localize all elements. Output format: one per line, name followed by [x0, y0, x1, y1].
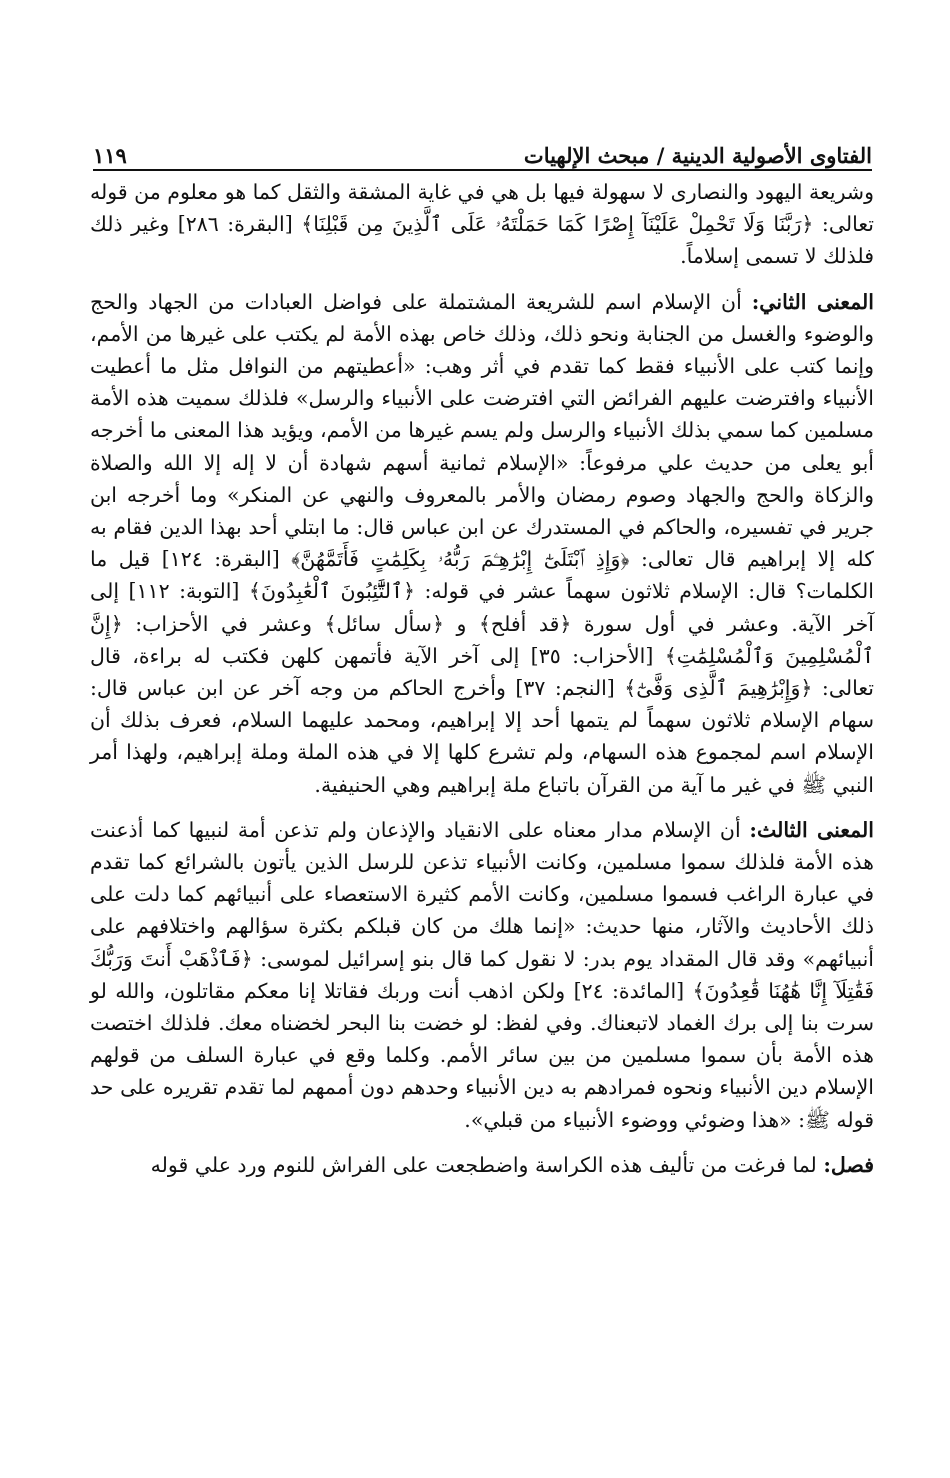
paragraph-4-heading: فصل: [823, 1152, 874, 1177]
paragraph-3-heading: المعنى الثالث: [749, 817, 874, 842]
paragraph-4 [90, 1149, 874, 1181]
paragraph-spacer [90, 273, 874, 286]
running-title: الفتاوى الأصولية الدينية / مبحث الإلهيات [523, 143, 872, 168]
paragraph-1-text: وشريعة اليهود والنصارى لا سهولة فيها بل هي في غاية المشقة والثقل كما هو معلوم من قوله تعالى: ﴿رَبَّنَا وَلَا تَحْمِلْ عَلَيْنَآ إِصْرًا كَمَا حَمَلْتَهُۥ عَلَى ٱلَّذِينَ مِن قَبْلِنَا﴾ [البقرة: ٢٨٦] وغير ذلك فلذلك لا تسمى إسلاماً. [90, 180, 874, 269]
page-number: ١١٩ [93, 143, 127, 168]
paragraph-3-text: أن الإسلام مدار معناه على الانقياد والإذعان ولم تذعن أمة لنبيها كما أذعنت هذه الأمة فلذلك سموا مسلمين، وكانت الأنبياء تذعن للرسل الذين يأتون بالشرائع كما تقدم في عبارة الراغب فسموا مسلمين، وكانت الأمم كثيرة الاستعصاء على أنبيائهم كما دلت على ذلك الأحاديث والآثار، منها حديث: «إنما هلك من كان قبلكم بكثرة سؤالهم واختلافهم على أنبيائهم» وقد قال المقداد يوم بدر: لا نقول كما قال بنو إسرائيل لموسى: ﴿فَٱذْهَبْ أَنتَ وَرَبُّكَ فَقَٰتِلَآ إِنَّا هَٰهُنَا قَٰعِدُونَ﴾ [المائدة: ٢٤] ولكن اذهب أنت وربك فقاتلا إنا معكم مقاتلون، والله لو سرت بنا إلى برك الغماد لاتبعناك. وفي لفظ: لو خضت بنا البحر لخضناه معك. فلذلك اختصت هذه الأمة بأن سموا مسلمين من بين سائر الأمم. وكلما وقع في عبارة السلف من قولهم الإسلام دين الأنبياء ونحوه فمرادهم به دين الأنبياء وحدهم دون أممهم لما تقدم تقريره على حد قوله ﷺ: «هذا وضوئي ووضوء الأنبياء من قبلي». [90, 817, 874, 1132]
paragraph-3 [90, 814, 874, 1136]
paragraph-spacer [90, 801, 874, 814]
paragraph-4-text: لما فرغت من تأليف هذه الكراسة واضطجعت على الفراش للنوم ورد علي قوله [150, 1152, 817, 1177]
header-rule [93, 169, 872, 171]
page-body [90, 176, 874, 1181]
paragraph-2-heading: المعنى الثاني: [751, 289, 874, 314]
paragraph-2 [90, 286, 874, 801]
paragraph-spacer [90, 1136, 874, 1149]
paragraph-1 [90, 176, 874, 273]
paragraph-2-text: أن الإسلام اسم للشريعة المشتملة على فواضل العبادات من الجهاد والحج والوضوء والغسل من الجنابة ونحو ذلك، وذلك خاص بهذه الأمة لم يكتب على غيرها من الأمم، وإنما كتب على الأنبياء فقط كما تقدم في أثر وهب: «أعطيتهم من النوافل مثل ما أعطيت الأنبياء وافترضت عليهم الفرائض التي افترضت على الأنبياء والرسل» فلذلك سميت هذه الأمة مسلمين كما سمي بذلك الأنبياء والرسل ولم يسم غيرها من الأمم، ويؤيد هذا المعنى ما أخرجه أبو يعلى من حديث علي مرفوعاً: «الإسلام ثمانية أسهم شهادة أن لا إله إلا الله والصلاة والزكاة والحج والجهاد وصوم رمضان والأمر بالمعروف والنهي عن المنكر» وما أخرجه ابن جرير في تفسيره، والحاكم في المستدرك عن ابن عباس قال: ما ابتلي أحد بهذا الدين فقام به كله إلا إبراهيم قال تعالى: ﴿وَإِذِ ٱبْتَلَىٰٓ إِبْرَٰهِـۧمَ رَبُّهُۥ بِكَلِمَٰتٍ فَأَتَمَّهُنَّ﴾ [البقرة: ١٢٤] قيل ما الكلمات؟ قال: الإسلام ثلاثون سهماً عشر في قوله: ﴿ٱلتَّٰٓئِبُونَ ٱلْعَٰبِدُونَ﴾ [التوبة: ١١٢] إلى آخر الآية. وعشر في أول سورة ﴿قد أفلح﴾ و ﴿سأل سائل﴾ وعشر في الأحزاب: ﴿إِنَّ ٱلْمُسْلِمِينَ وَٱلْمُسْلِمَٰتِ﴾ [الأحزاب: ٣٥] إلى آخر الآية فأتمهن كلهن فكتب له براءة، قال تعالى: ﴿وَإِبْرَٰهِيمَ ٱلَّذِى وَفَّىٰٓ﴾ [النجم: ٣٧] وأخرج الحاكم من وجه آخر عن ابن عباس قال: سهام الإسلام ثلاثون سهماً لم يتمها أحد إلا إبراهيم، ومحمد عليهما السلام، فعرف بذلك أن الإسلام اسم لمجموع هذه السهام، ولم تشرع كلها إلا في هذه الملة وملة إبراهيم، ولهذا أمر النبي ﷺ في غير ما آية من القرآن باتباع ملة إبراهيم وهي الحنيفية. [90, 289, 874, 797]
running-header [93, 128, 872, 168]
